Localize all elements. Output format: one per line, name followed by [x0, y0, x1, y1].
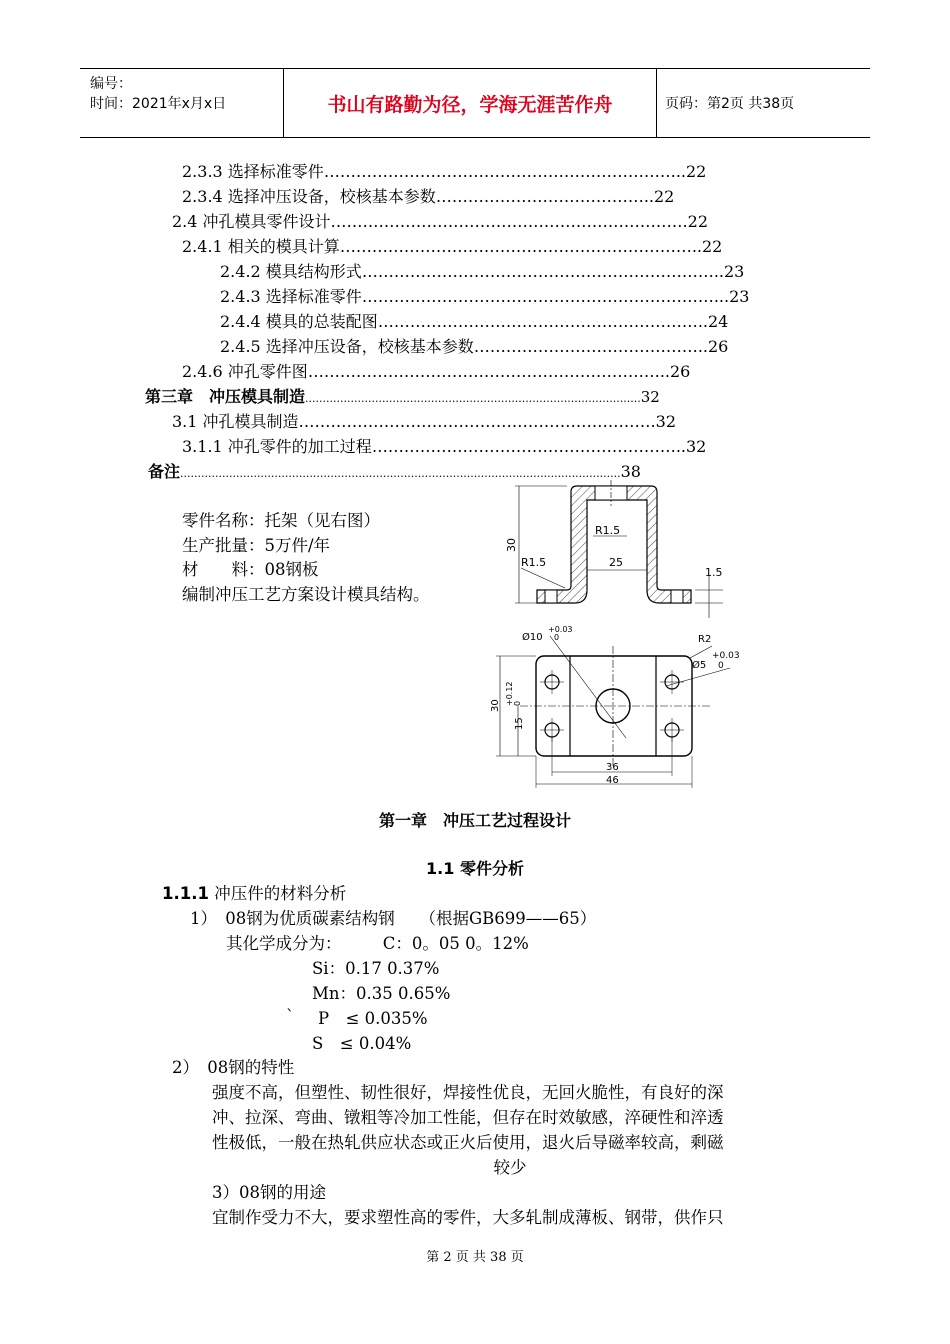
toc-label: 2.4.2 模具结构形式 [220, 262, 362, 281]
toc-dots: ………………………………………………………… [339, 237, 692, 256]
chem-si: Si：0.17 0.37% [312, 959, 440, 978]
toc-label: 备注 [148, 462, 181, 481]
toc-entry[interactable] [220, 287, 749, 307]
section-title: 1.1 零件分析 [426, 859, 524, 878]
toc-page: 32 [640, 388, 660, 406]
chem-intro: 其化学成分为： C：0。05 0。12% [226, 934, 529, 953]
toc-page: ...23 [713, 287, 750, 306]
toc-label: 3.1.1 冲孔零件的加工过程 [182, 437, 372, 456]
dim-30-bottom: 30 [490, 699, 501, 712]
toc-entry[interactable] [182, 437, 706, 457]
dim-30: 30 [505, 538, 518, 552]
part-material: 材 料：08钢板 [182, 560, 319, 579]
toc-dots: …………………………………………………… [377, 312, 698, 331]
header-page-info: 页码：第2页 共38页 [665, 96, 795, 112]
part-drawing-top-view [490, 620, 750, 790]
props-line-2: 冲、拉深、弯曲、镦粗等冷加工性能，但存在时效敏感，淬硬性和淬透 [212, 1108, 724, 1127]
toc-entry[interactable] [172, 412, 676, 432]
toc-page: ..26 [659, 362, 691, 381]
toc-page: ..22 [675, 162, 707, 181]
part-batch: 生产批量：5万件/年 [182, 536, 331, 555]
toc-entry[interactable] [182, 162, 706, 182]
toc-page: ..22 [691, 237, 723, 256]
label-phi5-tol: +0.03 [712, 651, 740, 661]
label-phi5-zero: 0 [718, 661, 724, 671]
toc-label: 2.4.5 选择冲压设备，校核基本参数 [220, 337, 474, 356]
label-phi10-zero: 0 [554, 633, 560, 642]
toc-label: 2.4.1 相关的模具计算 [182, 237, 340, 256]
part-drawing-side-view [495, 480, 735, 620]
left-foot-hole [545, 590, 557, 603]
dim-15: 15 [514, 717, 525, 730]
toc-label: 3.1 冲孔模具制造 [172, 412, 299, 431]
toc-dots: .............................................................................................................................. [180, 467, 621, 480]
chem-tick: ` [286, 1007, 295, 1026]
item-3: 3）08钢的用途 [212, 1183, 326, 1202]
radius-r15-inner: R1.5 [595, 524, 621, 537]
props-line-3: 性极低，一般在热轧供应状态或正火后使用，退火后导磁率较高，剩磁 [212, 1133, 724, 1152]
toc-entry[interactable] [182, 187, 674, 207]
item-1: 1） 08钢为优质碳素结构钢 （根据GB699——65） [190, 909, 597, 928]
toc-page: ..23 [713, 262, 745, 281]
item-2: 2） 08钢的特性 [172, 1058, 295, 1077]
page-header [80, 68, 870, 138]
toc-dots: …………………………………… [473, 337, 698, 356]
toc-dots: ………………………………………………………… [307, 362, 660, 381]
props-line-1: 强度不高，但塑性、韧性很好，焊接性优良，无回火脆性，有良好的深 [212, 1083, 724, 1102]
uses-line: 宜制作受力不大，要求塑性高的零件，大多轧制成薄板、钢带，供作只 [212, 1208, 724, 1227]
dim-36: 36 [606, 762, 619, 773]
toc-dots: ................................................................................................ [305, 392, 641, 405]
chapter-title: 第一章 冲压工艺过程设计 [378, 811, 571, 830]
toc-label: 第三章 冲压模具制造 [145, 387, 306, 406]
toc-entry[interactable] [220, 262, 744, 282]
toc-dots: ………………………………… [435, 187, 644, 206]
chem-mn: Mn：0.35 0.65% [312, 984, 451, 1003]
toc-entry[interactable] [220, 312, 728, 332]
chem-s: S ≤ 0.04% [312, 1034, 412, 1053]
toc-entry[interactable] [220, 337, 728, 357]
toc-page: .32 [650, 412, 676, 431]
header-motto: 书山有路勤为径，学海无涯苦作舟 [284, 69, 657, 137]
toc-dots: ………………………………………………………… [361, 262, 714, 281]
dim-46: 46 [606, 775, 619, 786]
subsection-heading [162, 883, 346, 905]
date-label: 时间：2021年x月x日 [90, 96, 227, 112]
toc-page: .22 [682, 212, 708, 231]
part-task: 编制冲压工艺方案设计模具结构。 [182, 585, 430, 604]
number-label: 编号： [90, 76, 132, 92]
toc-entry[interactable] [145, 387, 660, 409]
toc-entry[interactable] [182, 362, 690, 382]
dim-15-tol: +0.12 [505, 681, 514, 706]
label-phi10: Ø10 [522, 632, 543, 643]
label-r2: R2 [698, 634, 712, 645]
toc-entry[interactable] [182, 237, 722, 257]
toc-label: 2.3.3 选择标准零件 [182, 162, 324, 181]
toc-label: 2.4.4 模具的总装配图 [220, 312, 378, 331]
toc-page: ..24 [697, 312, 729, 331]
header-meta [80, 69, 284, 137]
toc-label: 2.4.3 选择标准零件 [220, 287, 362, 306]
right-foot-hole [671, 590, 683, 603]
chem-p: P ≤ 0.035% [318, 1009, 428, 1028]
dim-1-5: 1.5 [705, 566, 723, 579]
label-phi5: Ø5 [692, 660, 707, 671]
part-name: 零件名称：托架（见右图） [182, 511, 380, 530]
toc-dots: ………………………………………………………… [323, 162, 676, 181]
toc-page: ..22 [643, 187, 675, 206]
subsection-number: 1.1.1 [162, 884, 209, 903]
subsection-text: 冲压件的材料分析 [208, 884, 347, 903]
toc-label: 2.3.4 选择冲压设备，校核基本参数 [182, 187, 436, 206]
toc-dots: ………………………………………………………… [330, 212, 683, 231]
toc-dots: ………………………………………………………… [298, 412, 651, 431]
props-line-4: 较少 [493, 1158, 527, 1177]
dim-25: 25 [609, 556, 623, 569]
toc-label: 2.4 冲孔模具零件设计 [172, 212, 331, 231]
label-phi10-tol: +0.03 [548, 625, 573, 634]
toc-dots: ………………………………………………… [371, 437, 676, 456]
toc-page: ..26 [697, 337, 729, 356]
toc-entry[interactable] [172, 212, 708, 232]
toc-label: 2.4.6 冲孔零件图 [182, 362, 308, 381]
page-footer: 第 2 页 共 38 页 [426, 1250, 524, 1265]
radius-r15-outer: R1.5 [521, 556, 547, 569]
dim-15-zero: 0 [513, 700, 522, 706]
toc-page: 38 [620, 462, 641, 481]
toc-dots: ………………………………………………………… [361, 287, 714, 306]
toc-page: ..32 [675, 437, 707, 456]
